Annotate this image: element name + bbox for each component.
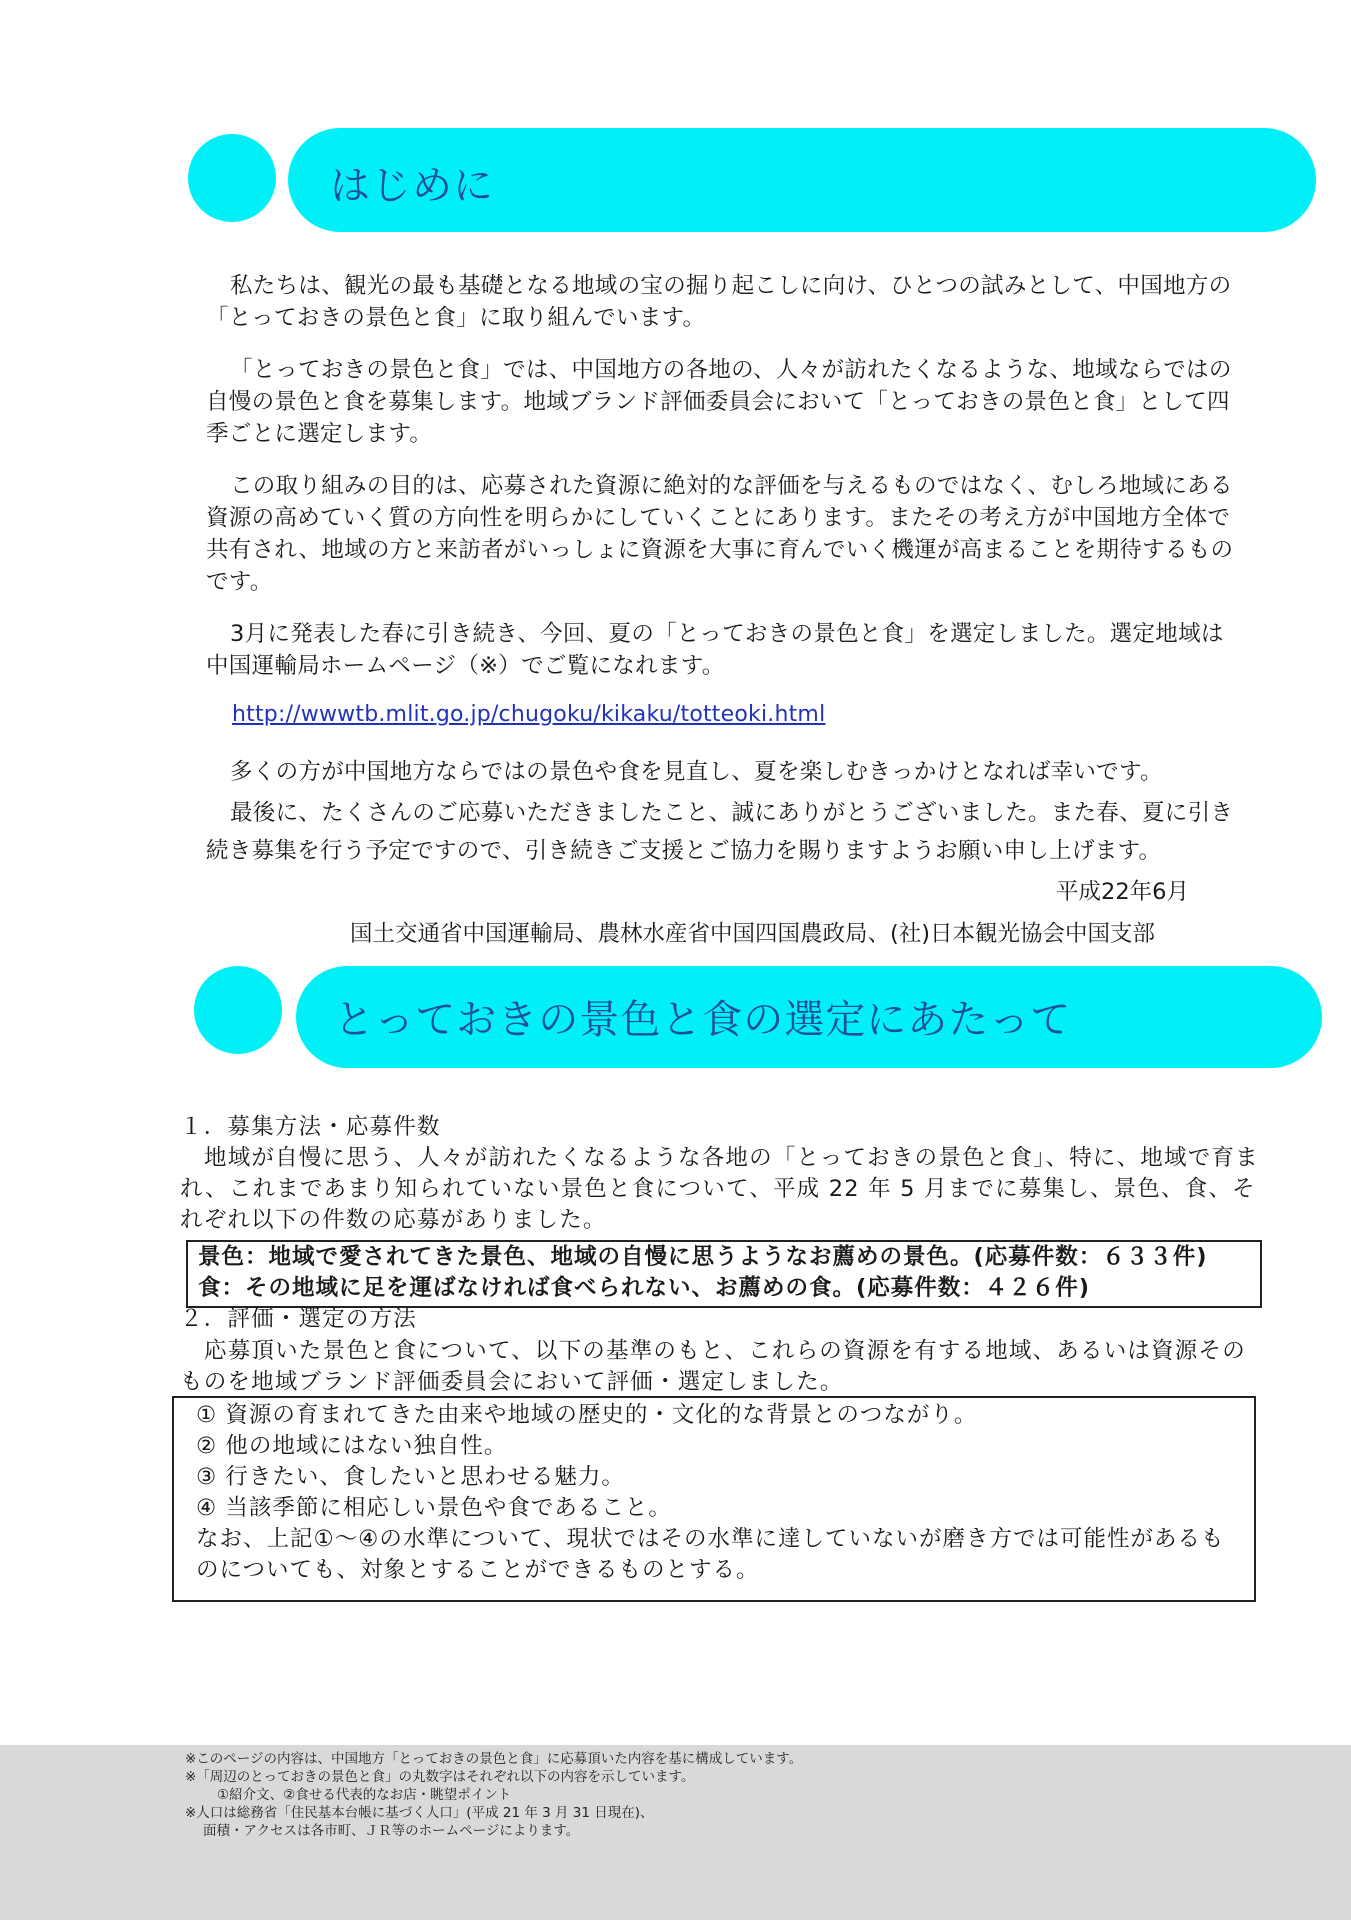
footer-note: 面積・アクセスは各市町、ＪＲ等のホームページによります。 — [203, 1823, 580, 1839]
homepage-link[interactable]: http://wwwtb.mlit.go.jp/chugoku/kikaku/totteoki.html — [232, 702, 826, 727]
closing-line-2: 最後に、たくさんのご応募いただきましたこと、誠にありがとうございました。また春、夏に引き続き募集を行う予定ですので、引き続きご支援とご協力を賜りますようお願い申し上げます。 — [206, 800, 1234, 864]
purpose-paragraph: この取り組みの目的は、応募された資源に絶対的な評価を与えるものではなく、むしろ地域にある資源の高めていく質の方向性を明らかにしていくことにあります。またその考え方が中国地方全体で共有され、地域の方と来訪者がいっしょに資源を大事に育んでいく機運が高まることを期待するものです。 — [206, 473, 1234, 595]
footer-note: ※人口は総務省「住民基本台帳に基づく人口」(平成 21 年 3 月 31 日現在)、 — [185, 1805, 654, 1821]
program-paragraph: 「とっておきの景色と食」では、中国地方の各地の、人々が訪れたくなるような、地域ならではの自慢の景色と食を募集します。地域ブランド評価委員会において「とっておきの景色と食」として四季ごとに選定します。 — [206, 357, 1232, 447]
footer-note: ①紹介文、②食せる代表的なお店・眺望ポイント — [217, 1787, 512, 1803]
footer-notes-band — [0, 1745, 1351, 1920]
food-count-line: 食：その地域に足を運ばなければ食べられない、お薦めの食。(応募件数：４２６件) — [198, 1275, 1091, 1301]
section-title: はじめに — [330, 163, 494, 209]
date-text: 平成22年6月 — [1056, 879, 1189, 905]
evaluation-paragraph: 応募頂いた景色と食について、以下の基準のもと、これらの資源を有する地域、あるいは資源そのものを地域ブランド評価委員会において評価・選定しました。 — [180, 1338, 1246, 1395]
criterion-item: ① 資源の育まれてきた由来や地域の歴史的・文化的な背景とのつながり。 — [196, 1402, 978, 1428]
entry-count-box — [186, 1240, 1262, 1308]
signature-text: 国土交通省中国運輸局、農林水産省中国四国農政局、(社)日本観光協会中国支部 — [350, 921, 1156, 947]
scenery-count-line: 景色：地域で愛されてきた景色、地域の自慢に思うようなお薦めの景色。(応募件数：６３３件) — [198, 1244, 1208, 1270]
criterion-item: ③ 行きたい、食したいと思わせる魅力。 — [196, 1464, 625, 1490]
intro-paragraph: 私たちは、観光の最も基礎となる地域の宝の掘り起こしに向け、ひとつの試みとして、中国地方の「とっておきの景色と食」に取り組んでいます。 — [206, 273, 1232, 331]
footer-note: ※「周辺のとっておきの景色と食」の丸数字はそれぞれ以下の内容を示しています。 — [185, 1769, 695, 1785]
section-title: とっておきの景色と食の選定にあたって — [334, 997, 1072, 1043]
criterion-item: ④ 当該季節に相応しい景色や食であること。 — [196, 1495, 672, 1521]
footer-note: ※このページの内容は、中国地方「とっておきの景色と食」に応募頂いた内容を基に構成しています。 — [185, 1751, 803, 1767]
section-marker-circle — [188, 134, 276, 222]
criteria-note: なお、上記①～④の水準について、現状ではその水準に達していないが磨き方では可能性があるものについても、対象とすることができるものとする。 — [196, 1526, 1225, 1583]
recruitment-paragraph: 地域が自慢に思う、人々が訪れたくなるような各地の「とっておきの景色と食」、特に、地域で育まれ、これまであまり知られていない景色と食について、平成 22 年 5 月までに募集し、景色、食、それぞれ以下の件数の応募がありました。 — [180, 1145, 1259, 1233]
subheading-evaluation: ２．評価・選定の方法 — [180, 1306, 418, 1332]
criterion-item: ② 他の地域にはない独自性。 — [196, 1433, 508, 1459]
selection-paragraph: 3月に発表した春に引き続き、今回、夏の「とっておきの景色と食」を選定しました。選定地域は中国運輸局ホームページ（※）でご覧になれます。 — [206, 621, 1224, 679]
closing-line-1: 多くの方が中国地方ならではの景色や食を見直し、夏を楽しむきっかけとなれば幸いです。 — [230, 759, 1163, 785]
criteria-box — [172, 1396, 1256, 1602]
subheading-recruitment: １．募集方法・応募件数 — [180, 1114, 441, 1140]
section-marker-circle — [194, 966, 282, 1054]
